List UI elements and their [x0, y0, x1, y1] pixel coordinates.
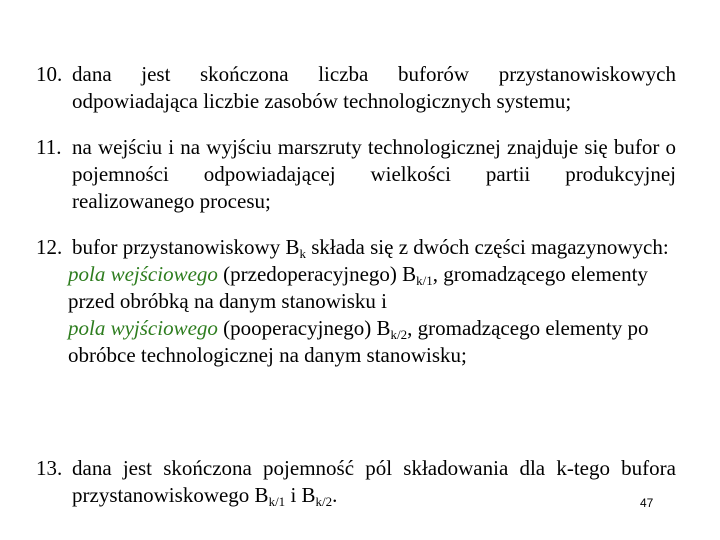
item-number: 12. — [36, 235, 63, 259]
text-segment: . — [332, 483, 338, 507]
text-segment: składa się z dwóch części magazynowych: — [305, 235, 669, 259]
item-number: 11. — [36, 135, 62, 159]
subscript: k — [299, 246, 306, 261]
emphasized-term: pola wejściowego — [68, 262, 218, 286]
item-text: dana jest skończona liczba buforów przystanowiskowych odpowiadająca liczbie zasobów technologicznych systemu; — [72, 62, 676, 113]
item-text — [72, 234, 676, 261]
subscript: k/1 — [268, 494, 286, 509]
list-item-11 — [36, 134, 676, 215]
list-item-12 — [36, 234, 676, 369]
page-number: 47 — [640, 496, 654, 510]
text-segment: , gromadzącego elementy przed obróbką na danym stanowisku i — [68, 262, 648, 313]
text-segment: dana jest skończona pojemność pól składowania dla k-tego bufora przystanowiskowego B — [72, 456, 676, 507]
sub-item-output-field — [68, 315, 676, 369]
subscript: k/1 — [416, 273, 433, 288]
list-item-10 — [36, 61, 676, 115]
subscript: k/2 — [315, 494, 333, 509]
list-item-13 — [36, 455, 676, 509]
text-segment: bufor przystanowiskowy B — [72, 235, 300, 259]
item-number: 13. — [36, 456, 63, 480]
text-segment: (pooperacyjnego) B — [217, 316, 391, 340]
item-text: na wejściu i na wyjściu marszruty technologicznej znajduje się bufor o pojemności odpowiadającej wielkości partii produkcyjnej realizowanego procesu; — [72, 135, 676, 213]
text-segment: i B — [285, 483, 316, 507]
emphasized-term: pola wyjściowego — [68, 316, 218, 340]
text-segment: , gromadzącego elementy po obróbce technologicznej na danym stanowisku; — [68, 316, 649, 367]
sub-item-input-field — [68, 261, 676, 315]
item-number: 10. — [36, 62, 63, 86]
subscript: k/2 — [390, 327, 408, 342]
text-segment: (przedoperacyjnego) B — [217, 262, 417, 286]
item-text — [72, 455, 676, 509]
